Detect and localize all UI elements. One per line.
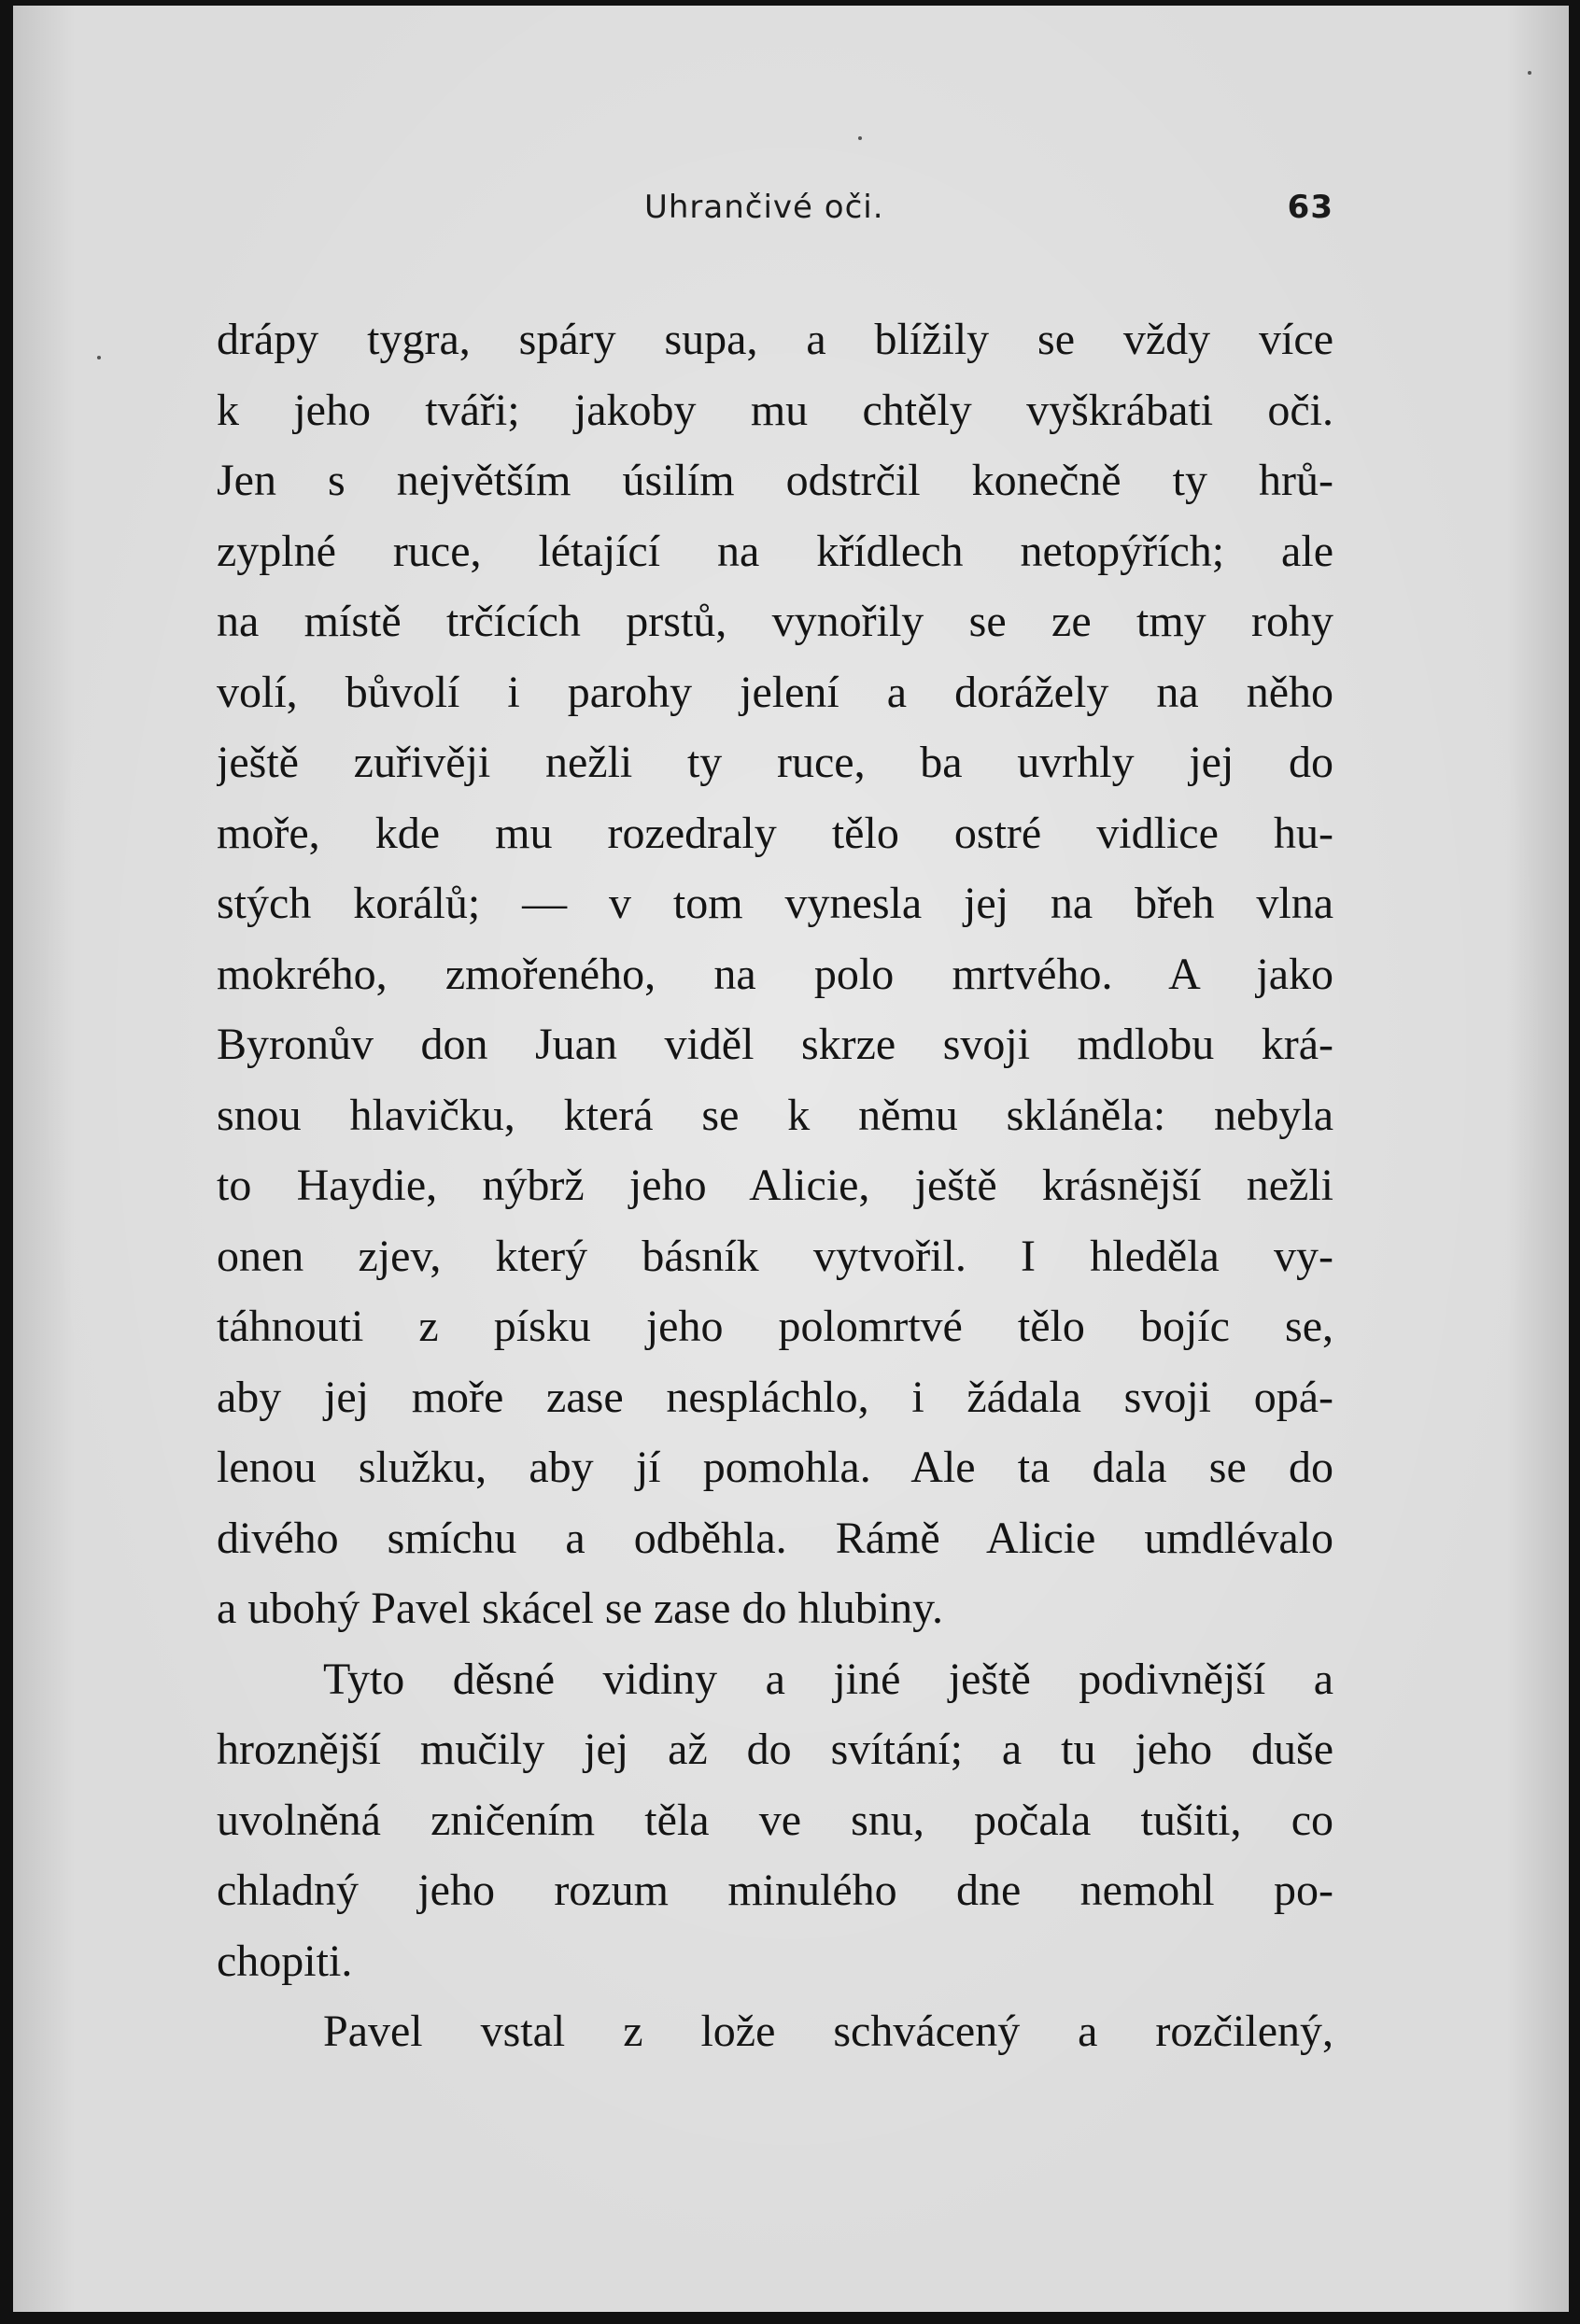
text-line: stých korálů; — v tom vynesla jej na břeh vlna bbox=[217, 879, 1333, 928]
paragraph bbox=[217, 304, 1333, 1644]
text-line: uvolněná zničením těla ve snu, počala tušiti, co bbox=[217, 1795, 1333, 1845]
text-line: hroznější mučily jej až do svítání; a tu jeho duše bbox=[217, 1725, 1333, 1774]
text-line: k jeho tváři; jakoby mu chtěly vyškrábati oči. bbox=[217, 385, 1333, 435]
text-line: na místě trčících prstů, vynořily se ze tmy rohy bbox=[217, 597, 1333, 646]
text-line: táhnouti z písku jeho polomrtvé tělo bojíc se, bbox=[217, 1302, 1333, 1351]
book-page bbox=[13, 6, 1569, 2312]
text-line: drápy tygra, spáry supa, a blížily se vždy více bbox=[217, 315, 1333, 364]
text-line: chopiti. bbox=[217, 1936, 353, 1986]
print-speck bbox=[97, 356, 101, 359]
body-text bbox=[217, 304, 1333, 2067]
text-line: divého smíchu a odběhla. Rámě Alicie umdlévalo bbox=[217, 1513, 1333, 1563]
paragraph bbox=[217, 1644, 1333, 1997]
text-line: zyplné ruce, létající na křídlech netopýřích; ale bbox=[217, 526, 1333, 576]
text-line: Jen s největším úsilím odstrčil konečně ty hrů- bbox=[217, 456, 1333, 505]
text-line: aby jej moře zase nespláchlo, i žádala svoji opá- bbox=[217, 1372, 1333, 1422]
print-speck bbox=[1528, 71, 1531, 75]
text-line: moře, kde mu rozedraly tělo ostré vidlice hu- bbox=[217, 808, 1333, 858]
page-header bbox=[217, 189, 1333, 245]
text-line: ještě zuřivěji nežli ty ruce, ba uvrhly jej do bbox=[217, 738, 1333, 787]
text-line: to Haydie, nýbrž jeho Alicie, ještě krásnější nežli bbox=[217, 1161, 1333, 1210]
text-line: Tyto děsné vidiny a jiné ještě podivnější a bbox=[323, 1654, 1333, 1704]
text-line: Byronův don Juan viděl skrze svoji mdlobu krá- bbox=[217, 1020, 1333, 1069]
text-line: snou hlavičku, která se k němu skláněla: nebyla bbox=[217, 1090, 1333, 1140]
text-line: a ubohý Pavel skácel se zase do hlubiny. bbox=[217, 1584, 944, 1633]
print-speck bbox=[858, 136, 862, 140]
text-line: lenou služku, aby jí pomohla. Ale ta dala se do bbox=[217, 1443, 1333, 1492]
text-line: volí, bůvolí i parohy jelení a dorážely na něho bbox=[217, 667, 1333, 717]
text-line: mokrého, zmořeného, na polo mrtvého. A jako bbox=[217, 949, 1333, 999]
text-line: chladný jeho rozum minulého dne nemohl po- bbox=[217, 1866, 1333, 1915]
paragraph bbox=[217, 1996, 1333, 2067]
page-number: 63 bbox=[1287, 189, 1333, 226]
text-line: onen zjev, který básník vytvořil. I hleděla vy- bbox=[217, 1231, 1333, 1281]
text-line: Pavel vstal z lože schvácený a rozčilený, bbox=[323, 2007, 1333, 2056]
running-title: Uhrančivé oči. bbox=[644, 189, 884, 226]
